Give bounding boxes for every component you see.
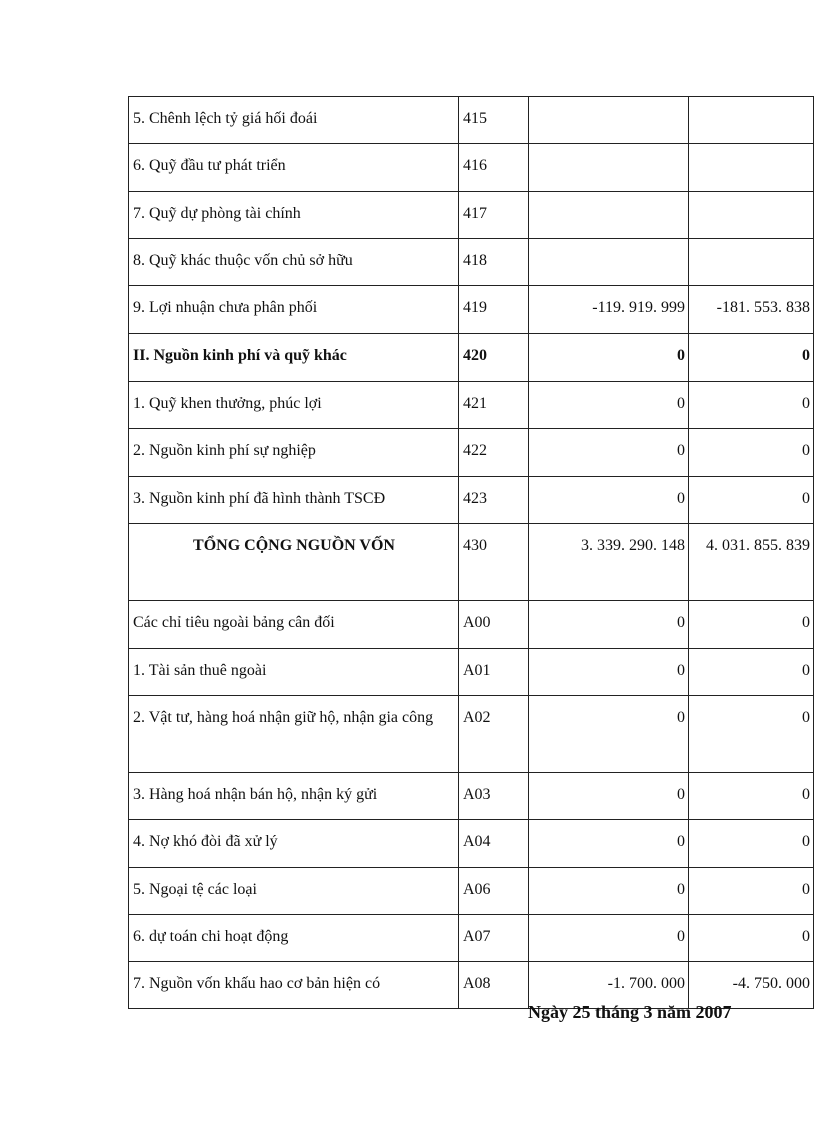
row-value-end: -119. 919. 999 bbox=[529, 286, 689, 334]
table-row bbox=[129, 239, 814, 286]
row-value-begin: 0 bbox=[689, 649, 814, 696]
row-value-end: 0 bbox=[529, 601, 689, 649]
row-value-end: 0 bbox=[529, 773, 689, 820]
row-code: 417 bbox=[459, 192, 529, 239]
row-value-end: 0 bbox=[529, 649, 689, 696]
row-value-end: 0 bbox=[529, 868, 689, 915]
table-row bbox=[129, 649, 814, 696]
row-name: 9. Lợi nhuận chưa phân phối bbox=[129, 286, 459, 334]
row-value-end: 0 bbox=[529, 382, 689, 429]
row-value-begin: -4. 750. 000 bbox=[689, 962, 814, 1009]
row-name: 6. Quỹ đầu tư phát triển bbox=[129, 144, 459, 192]
table-row bbox=[129, 192, 814, 239]
row-value-begin: 0 bbox=[689, 696, 814, 773]
row-name: 2. Vật tư, hàng hoá nhận giữ hộ, nhận gia công bbox=[129, 696, 459, 773]
row-code: 421 bbox=[459, 382, 529, 429]
row-value-end bbox=[529, 239, 689, 286]
table-row bbox=[129, 144, 814, 192]
row-value-begin bbox=[689, 144, 814, 192]
row-name: 8. Quỹ khác thuộc vốn chủ sở hữu bbox=[129, 239, 459, 286]
table-row-section bbox=[129, 334, 814, 382]
row-value-begin: 0 bbox=[689, 334, 814, 382]
row-name: II. Nguồn kinh phí và quỹ khác bbox=[129, 334, 459, 382]
row-code: A03 bbox=[459, 773, 529, 820]
row-code: A02 bbox=[459, 696, 529, 773]
row-name: 7. Quỹ dự phòng tài chính bbox=[129, 192, 459, 239]
row-value-begin: -181. 553. 838 bbox=[689, 286, 814, 334]
row-value-end: 0 bbox=[529, 820, 689, 868]
row-name: 5. Chênh lệch tỷ giá hối đoái bbox=[129, 97, 459, 144]
row-code: 415 bbox=[459, 97, 529, 144]
row-value-begin: 0 bbox=[689, 601, 814, 649]
row-name: 5. Ngoại tệ các loại bbox=[129, 868, 459, 915]
row-value-end: 0 bbox=[529, 429, 689, 477]
row-code: A08 bbox=[459, 962, 529, 1009]
row-value-end: 0 bbox=[529, 334, 689, 382]
row-value-begin: 0 bbox=[689, 477, 814, 524]
row-name: 1. Tài sản thuê ngoài bbox=[129, 649, 459, 696]
row-code: 423 bbox=[459, 477, 529, 524]
row-name: 2. Nguồn kinh phí sự nghiệp bbox=[129, 429, 459, 477]
row-name: 4. Nợ khó đòi đã xử lý bbox=[129, 820, 459, 868]
row-value-begin: 0 bbox=[689, 382, 814, 429]
row-code: 418 bbox=[459, 239, 529, 286]
row-code: A07 bbox=[459, 915, 529, 962]
row-value-begin bbox=[689, 239, 814, 286]
table-row bbox=[129, 429, 814, 477]
table-row bbox=[129, 915, 814, 962]
row-code: 420 bbox=[459, 334, 529, 382]
row-code: A01 bbox=[459, 649, 529, 696]
row-code: 419 bbox=[459, 286, 529, 334]
row-value-begin: 0 bbox=[689, 820, 814, 868]
row-code: A04 bbox=[459, 820, 529, 868]
row-name: 3. Hàng hoá nhận bán hộ, nhận ký gửi bbox=[129, 773, 459, 820]
row-value-begin: 0 bbox=[689, 773, 814, 820]
table-row bbox=[129, 286, 814, 334]
row-name: 6. dự toán chi hoạt động bbox=[129, 915, 459, 962]
row-value-end: 0 bbox=[529, 477, 689, 524]
row-value-begin: 0 bbox=[689, 429, 814, 477]
row-code: 430 bbox=[459, 524, 529, 601]
table-row bbox=[129, 601, 814, 649]
row-value-end bbox=[529, 144, 689, 192]
row-value-end: 0 bbox=[529, 915, 689, 962]
row-name: 1. Quỹ khen thưởng, phúc lợi bbox=[129, 382, 459, 429]
row-name: Các chỉ tiêu ngoài bảng cân đối bbox=[129, 601, 459, 649]
balance-sheet-table bbox=[128, 96, 814, 1009]
table-row bbox=[129, 820, 814, 868]
table-row bbox=[129, 696, 814, 773]
row-code: 416 bbox=[459, 144, 529, 192]
table-row bbox=[129, 868, 814, 915]
table-row bbox=[129, 97, 814, 144]
row-value-end: -1. 700. 000 bbox=[529, 962, 689, 1009]
row-value-begin: 4. 031. 855. 839 bbox=[689, 524, 814, 601]
row-value-end bbox=[529, 97, 689, 144]
table-row-total bbox=[129, 524, 814, 601]
row-value-end: 3. 339. 290. 148 bbox=[529, 524, 689, 601]
row-name: 7. Nguồn vốn khấu hao cơ bản hiện có bbox=[129, 962, 459, 1009]
row-value-begin: 0 bbox=[689, 915, 814, 962]
table-row bbox=[129, 477, 814, 524]
row-value-begin bbox=[689, 192, 814, 239]
row-name: 3. Nguồn kinh phí đã hình thành TSCĐ bbox=[129, 477, 459, 524]
signature-date: Ngày 25 tháng 3 năm 2007 bbox=[528, 1002, 732, 1022]
table-row bbox=[129, 773, 814, 820]
row-name: TỔNG CỘNG NGUỒN VỐN bbox=[129, 524, 459, 601]
row-value-begin bbox=[689, 97, 814, 144]
table-row bbox=[129, 382, 814, 429]
row-code: 422 bbox=[459, 429, 529, 477]
row-code: A06 bbox=[459, 868, 529, 915]
row-value-end bbox=[529, 192, 689, 239]
row-code: A00 bbox=[459, 601, 529, 649]
row-value-begin: 0 bbox=[689, 868, 814, 915]
row-value-end: 0 bbox=[529, 696, 689, 773]
